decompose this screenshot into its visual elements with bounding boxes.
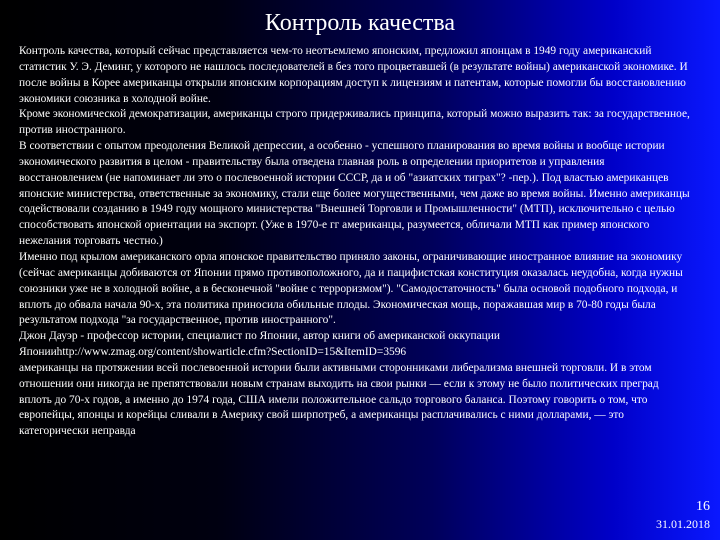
paragraph-trade-liberalism: американцы на протяжении всей послевоенной истории были активными сторонниками либерализма внешней торговли. И в этом отношении они никогда не препятствовали новым странам выходить на свои рынки — если к этому не было политических преград вплоть до 70-х годов, а именно до 1974 года, США имели положительное сальдо торгового баланса. Поэтому говорить о том, что европейцы, японцы и корейцы сливали в Америку свой ширпотреб, а американцы расплачивались с ними долларами, — это категорически неправда bbox=[19, 361, 659, 438]
slide-date: 31.01.2018 bbox=[656, 517, 710, 531]
slide-body bbox=[19, 44, 691, 440]
paragraph-john-dower: Джон Дауэр - профессор истории, специалист по Японии, автор книги об американской оккупации Японииhttp://www.zmag.org/content/showarticle.cfm?SectionID=15&ItemID=3596 bbox=[19, 330, 500, 359]
paragraph-democratization: Кроме экономической демократизации, американцы строго придерживались принципа, который можно выразить так: за государственное, против иностранного. bbox=[19, 108, 690, 137]
paragraph-american-eagle: Именно под крылом американского орла японское правительство приняло законы, ограничивающие иностранное влияние на экономику (сейчас американцы добиваются от Японии прямо противоположного, да и пацифистская конституция оказалась неудобна, когда нужны союзники уже не в холодной войне, а в бесконечной "войне с терроризмом"). "Самодостаточность" была основой подобного подхода, и вплоть до обвала начала 90-х, эта политика приносила обильные плоды. Экономическая мощь, поражавшая мир в 70-80 годы была результатом подхода "за государственное, против иностранного". bbox=[19, 250, 683, 327]
paragraph-great-depression: В соответствии с опытом преодоления Великой депрессии, а особенно - успешного планирования во время войны и вообще истории экономического развития в целом - правительству была отведена главная роль в определении приоритетов и управления восстановлением (не напоминает ли это о послевоенной истории СССР, да и об "азиатских тиграх"? -пер.). Под властью американцев японские министерства, ответственные за экономику, стали еще более могущественными, чем даже во время войны. Именно американцы содействовали созданию в 1949 году мощного министерства "Внешней Торговли и Промышленности" (МТП), исключительно с целью способствовать японской ориентации на экспорт. (Уже в 1970-е гг американцы, разумеется, обличали МТП как пример японского нежелания торговать честно.) bbox=[19, 140, 690, 248]
slide-number: 16 bbox=[696, 499, 710, 514]
paragraph-quality-control: Контроль качества, который сейчас представляется чем-то неотъемлемо японским, предложил японцам в 1949 году американский статистик У. Э. Деминг, у которого не нашлось последователей в без того процветавшей (в результате войны) американской экономике. И после войны в Корее американцы открыли японским корпорациям доступ к лицензиям и патентам, которые помогли бы восстановлению экономики союзника в холодной войне. bbox=[19, 45, 688, 105]
slide-title: Контроль качества bbox=[264, 10, 456, 36]
